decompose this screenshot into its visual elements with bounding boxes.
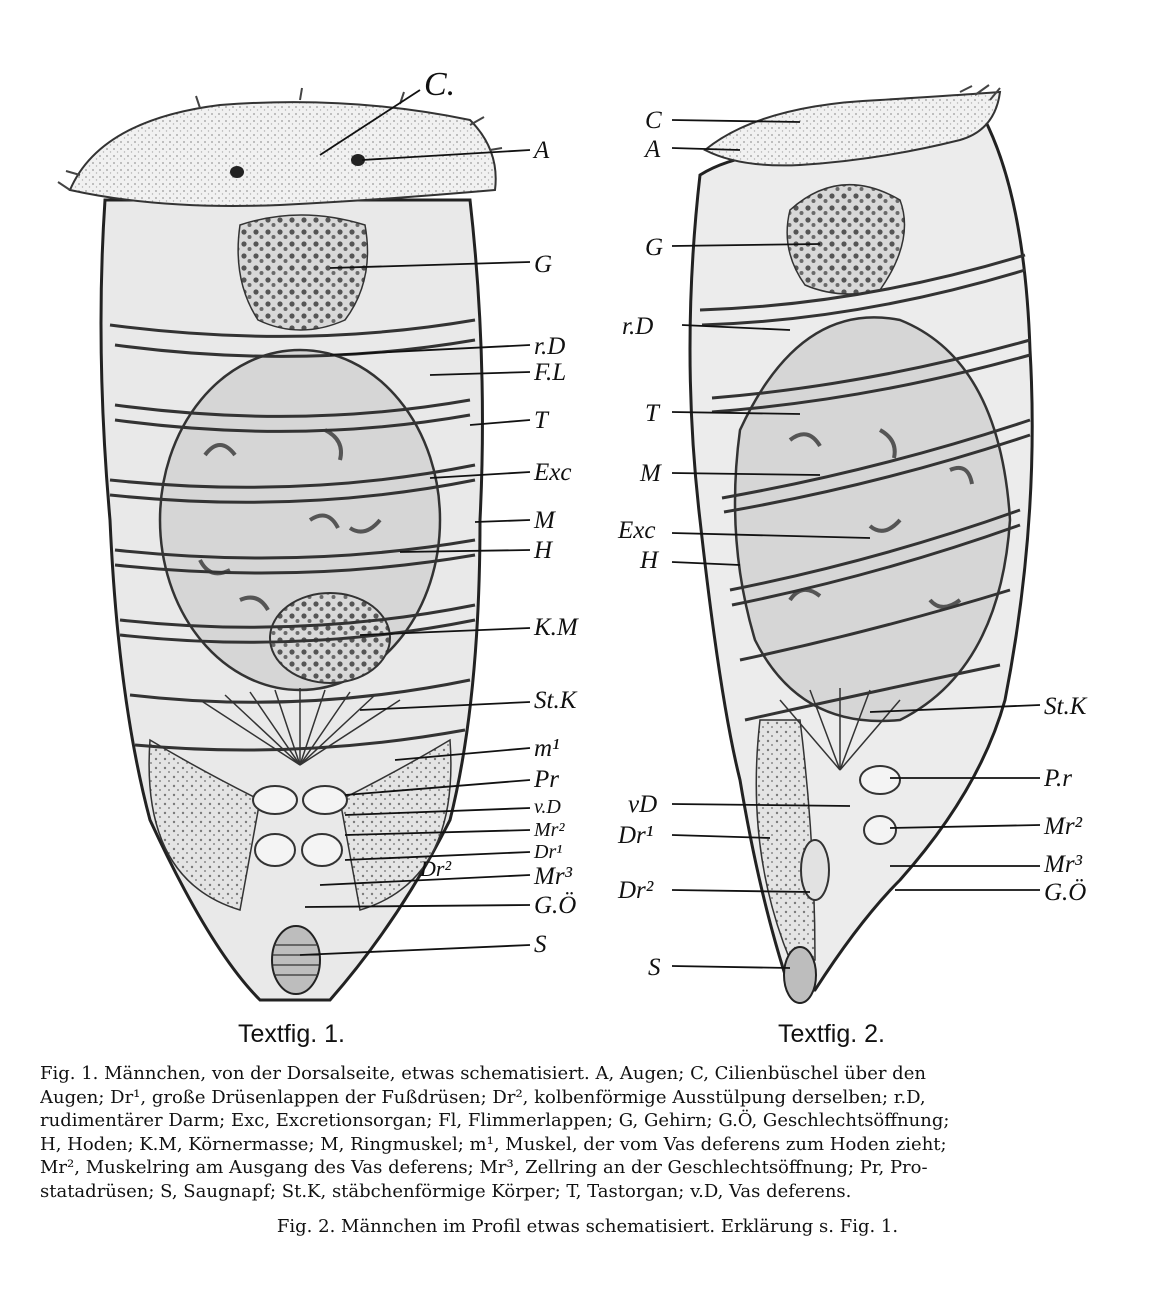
fig1-label-StK: St.K <box>534 687 577 714</box>
fig1-label-m1: m¹ <box>534 735 560 762</box>
fig1-label-rD: r.D <box>534 333 566 360</box>
fig2-label-G: G <box>645 234 664 261</box>
fig1-label-A: A <box>534 137 550 164</box>
legend-text <box>40 1062 1115 1203</box>
fig1-label-vD: v.D <box>534 796 561 818</box>
fig1-label-H: H <box>534 537 553 564</box>
fig2-label-M: M <box>640 460 661 487</box>
fig2-label-rD: r.D <box>622 313 654 340</box>
fig2-label-Pr: P.r <box>1044 765 1073 792</box>
fig1-label-Dr2: Dr² <box>420 856 452 881</box>
fig1-label-C: C. <box>424 66 456 103</box>
legend-line: Augen; Dr¹, große Drüsenlappen der Fußdrüsen; Dr², kolbenförmige Ausstülpung derselben; r.D, <box>40 1086 926 1108</box>
fig1-label-Mr3: Mr³ <box>534 863 573 890</box>
legend-line: Fig. 1. Männchen, von der Dorsalseite, etwas schematisiert. A, Augen; C, Cilienbüschel über den <box>40 1063 926 1084</box>
fig2-label-Mr2: Mr² <box>1044 813 1083 840</box>
fig1-label-G: G <box>534 251 553 278</box>
fig2-label-S: S <box>648 954 661 981</box>
fig2-label-T: T <box>645 400 659 427</box>
legend-line: H, Hoden; K.M, Körnermasse; M, Ringmuskel; m¹, Muskel, der vom Vas deferens zum Hoden zieht; <box>40 1133 947 1155</box>
fig1-corona <box>70 102 496 206</box>
fig2-label-vD: vD <box>628 791 658 818</box>
fig1-label-Mr2: Mr² <box>534 819 565 841</box>
fig2-label-C: C <box>645 107 662 134</box>
fig1-label-KM: K.M <box>534 614 578 641</box>
fig1-label-GO: G.Ö <box>534 892 577 919</box>
fig2-label-H: H <box>640 547 659 574</box>
fig2-brain <box>787 185 904 294</box>
fig2-label-Exc: Exc <box>618 517 656 544</box>
fig2-label-StK: St.K <box>1044 693 1087 720</box>
fig1-label-T: T <box>534 407 548 434</box>
fig1-label-Dr1: Dr¹ <box>534 841 563 863</box>
legend-line: statadrüsen; S, Saugnapf; St.K, stäbchenförmige Körper; T, Tastorgan; v.D, Vas deferens. <box>40 1180 852 1202</box>
legend-line: Mr², Muskelring am Ausgang des Vas deferens; Mr³, Zellring an der Geschlechtsöffnung; Pr, Pro- <box>40 1157 928 1178</box>
fig2-label-A: A <box>645 136 661 163</box>
fig2-label-GO: G.Ö <box>1044 879 1087 906</box>
fig2-caption: Textfig. 2. <box>778 1020 885 1048</box>
legend-fig2-line: Fig. 2. Männchen im Profil etwas schematisiert. Erklärung s. Fig. 1. <box>276 1216 899 1237</box>
fig2-label-Dr1: Dr¹ <box>618 822 654 849</box>
fig1-eye-left <box>230 166 244 178</box>
fig1-label-FL: F.L <box>534 359 567 386</box>
fig2-sucker <box>784 947 816 1003</box>
fig1-brain <box>238 215 367 330</box>
fig1-label-Pr: Pr <box>534 766 559 793</box>
fig1-caption: Textfig. 1. <box>238 1020 345 1048</box>
fig1-sucker <box>272 926 320 994</box>
fig2-label-Dr2: Dr² <box>618 877 654 904</box>
fig1-label-M: M <box>534 507 555 534</box>
fig1-label-S: S <box>534 931 547 958</box>
fig1-label-Exc: Exc <box>534 459 572 486</box>
legend-line: rudimentärer Darm; Exc, Excretionsorgan; Fl, Flimmerlappen; G, Gehirn; G.Ö, Geschlechtsöffnung; <box>40 1110 950 1131</box>
fig2-label-Mr3: Mr³ <box>1044 851 1083 878</box>
